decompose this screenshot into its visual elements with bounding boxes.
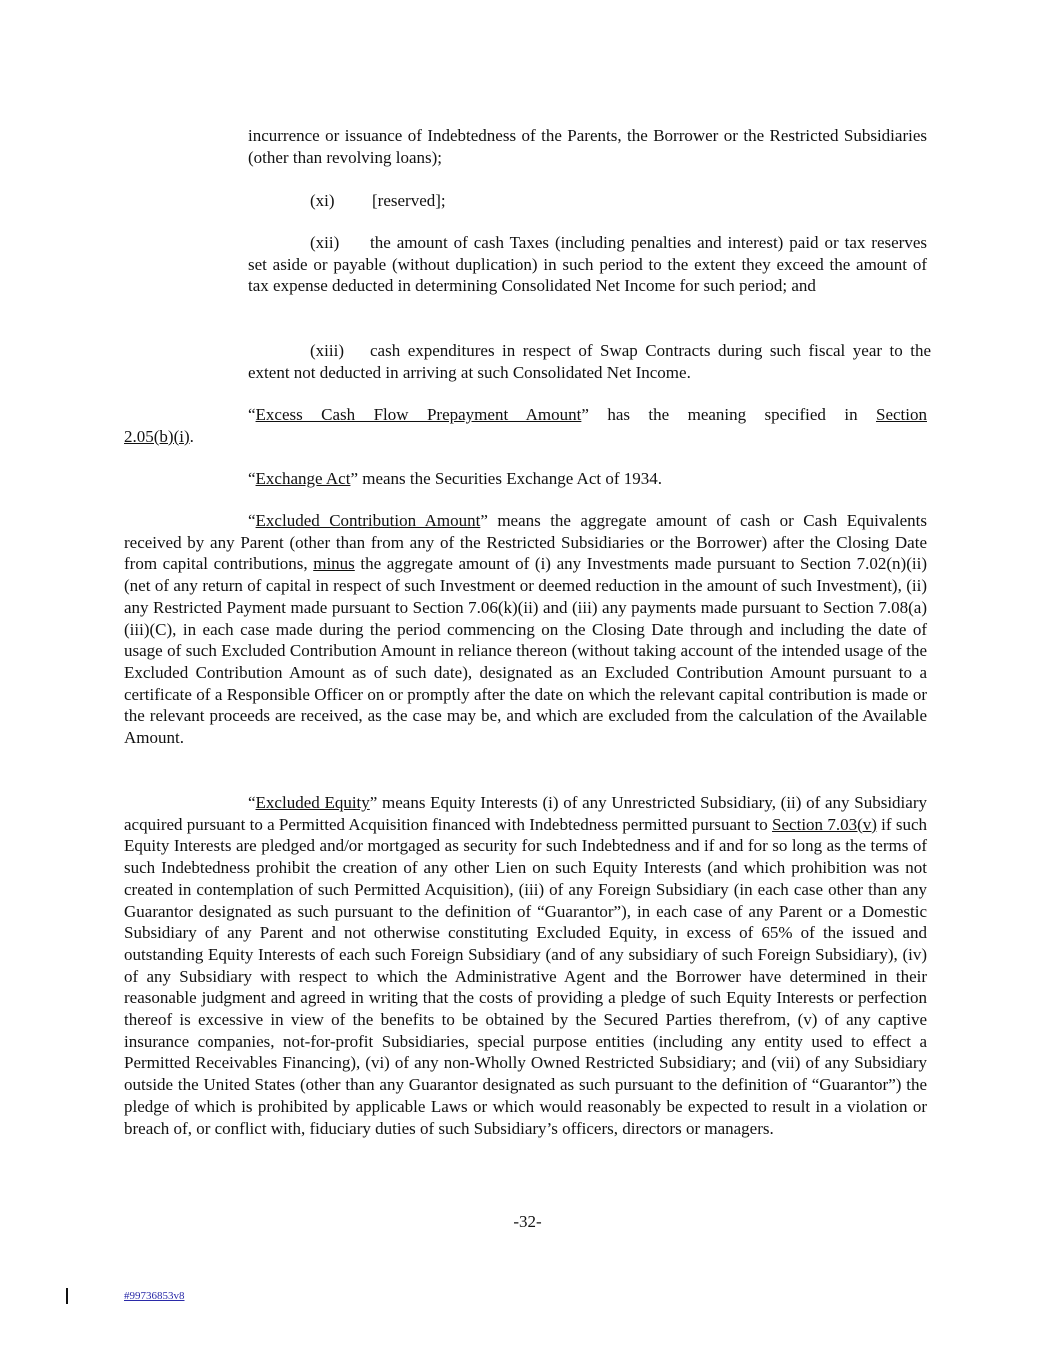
clause-xii-text: the amount of cash Taxes (including penalties and interest) paid or tax reserves set aside or payable (without duplication) in such period to the extent they exceed the amount of tax expense deducted in determining Consolidated Net Income for such period; and	[248, 233, 927, 296]
defined-term: Excess Cash Flow Prepayment Amount	[255, 405, 582, 424]
section-reference-link[interactable]: Section 7.03(v)	[772, 814, 877, 834]
continuation-paragraph	[248, 125, 927, 168]
page-number: -32-	[513, 1212, 542, 1231]
definition-text-continued: the aggregate amount of (i) any Investments made pursuant to Section 7.02(n)(ii) (net of any return of capital in respect of such Investment or deemed reduction in the amount of such Investment), (ii) any Restricted Payment made pursuant to Section 7.06(k)(ii) and (iii) any payments made pursuant to Section 7.08(a)(iii)(C), in each case made during the period commencing on the Closing Date through and including the date of usage of such Excluded Contribution Amount in reliance thereon (without taking account of the intended usage of the Excluded Contribution Amount as of such date), designated as an Excluded Contribution Amount pursuant to a certificate of a Responsible Officer on or promptly after the date on which the relevant capital contribution is made or the relevant proceeds are received, as the case may be, and which are excluded from the calculation of the Available Amount.	[124, 554, 927, 748]
open-quote: “	[248, 793, 256, 812]
definition-text: ” means the Securities Exchange Act of 1934.	[350, 469, 663, 488]
change-bar	[66, 1288, 68, 1304]
open-quote: “	[248, 511, 256, 530]
defined-term: Exchange Act	[255, 469, 351, 488]
definition-exchange-act	[248, 468, 927, 490]
period: .	[189, 426, 194, 446]
definition-text: ” has the meaning specified in	[581, 405, 876, 424]
definition-excluded-equity	[124, 792, 927, 1139]
definition-text-continued: if such Equity Interests are pledged and/or mortgaged as security for such Indebtedness and if and for so long as the terms of such Indebtedness prohibit the creation of any other Lien on such Equity Interests (and which prohibition was not created in contemplation of such Permitted Acquisition), (iii) of any Foreign Subsidiary (in each case other than any Guarantor designated as such pursuant to the definition of “Guarantor”), in each case of any Parent or a Domestic Subsidiary of any Parent and not otherwise constituting Excluded Equity, in excess of 65% of the issued and outstanding Equity Interests of each such Foreign Subsidiary (and of any subsidiary of such Foreign Subsidiary), (iv) of any Subsidiary with respect to which the Administrative Agent and the Borrower have determined in their reasonable judgment and agreed in writing that the costs of providing a pledge of such Equity Interests or perfection thereof is excessive in view of the benefits to be obtained by the Secured Parties therefrom, (v) of any captive insurance companies, not-for-profit Subsidiaries, special purpose entities (including any entity used to effect a Permitted Receivables Financing), (vi) of any non-Wholly Owned Restricted Subsidiary; and (vii) of any Subsidiary outside the United States (other than any Guarantor designated as such pursuant to the definition of “Guarantor”) the pledge of which is prohibited by applicable Laws or which would reasonably be expected to result in a violation or breach of, or conflict with, fiduciary duties of such Subsidiary’s officers, directors or managers.	[124, 814, 927, 1138]
clause-xi	[310, 190, 910, 212]
clause-xiii-text: cash expenditures in respect of Swap Contracts during such fiscal year to the extent not deducted in arriving at such Consolidated Net Income.	[248, 341, 931, 382]
definition-text: ” means Equity Interests (i) of any Unrestricted Subsidiary, (ii) of any Subsidiary acquired pursuant to a Permitted Acquisition financed with Indebtedness permitted pursuant to	[124, 793, 927, 834]
defined-term: Excluded Equity	[255, 793, 370, 812]
open-quote: “	[248, 469, 256, 488]
section-reference-link[interactable]: Section	[875, 405, 927, 424]
minus-term: minus	[313, 554, 355, 574]
clause-xi-text: [reserved];	[372, 191, 446, 210]
definition-excess-cash-flow-prepayment-amount	[124, 404, 927, 447]
definition-excluded-contribution-amount	[124, 510, 927, 749]
definition-text: ” means the aggregate amount of cash or Cash Equivalents received by any Parent (other than from any of the Restricted Subsidiaries or the Borrower) after the Closing Date from capital contributions,	[124, 511, 927, 574]
clause-xiii-number: (xiii)	[310, 341, 344, 360]
clause-xiii	[248, 340, 931, 383]
clause-xii	[248, 232, 927, 297]
clause-xi-number: (xi)	[310, 191, 335, 210]
document-id-link[interactable]: #99736853v8	[124, 1290, 185, 1302]
clause-xii-number: (xii)	[310, 233, 340, 252]
section-reference-continuation[interactable]: 2.05(b)(i)	[124, 426, 190, 446]
defined-term: Excluded Contribution Amount	[255, 511, 481, 530]
continuation-text: incurrence or issuance of Indebtedness of the Parents, the Borrower or the Restricted Subsidiaries (other than revolving loans);	[248, 126, 927, 167]
open-quote: “	[248, 405, 256, 424]
